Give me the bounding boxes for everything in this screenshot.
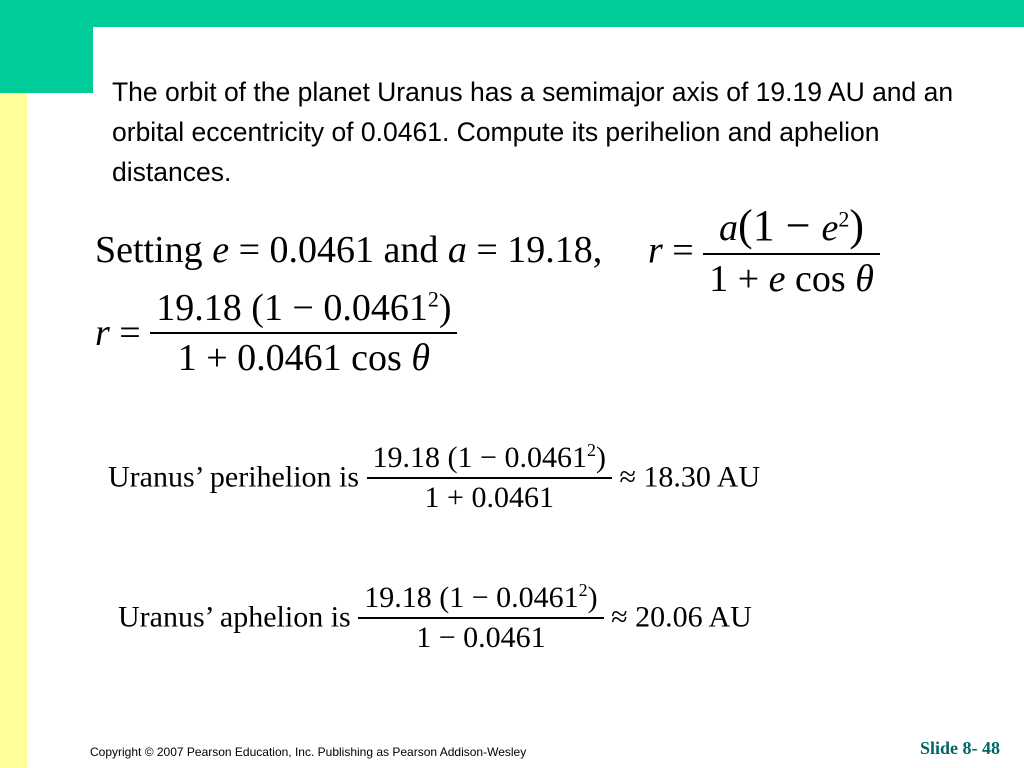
setting-line [95,228,602,272]
general-fraction [703,200,880,301]
aphelion-label: Uranus’ aphelion is [118,600,351,634]
top-color-band [0,0,1024,27]
problem-statement: The orbit of the planet Uranus has a semimajor axis of 19.19 AU and an orbital eccentricity of 0.0461. Compute its perihelion and aphelion distances. [112,77,954,187]
general-lhs: r [648,229,663,272]
setting-word: Setting [95,229,203,271]
aphelion-denominator: 1 − 0.0461 [416,621,546,654]
setting-eq2: = 19.18, [476,229,603,271]
perihelion-denominator: 1 + 0.0461 [424,481,554,514]
perihelion-numerator: 19.18 $(1 - 0.0461^2)$ [367,440,612,479]
general-denominator: 1 + e cos θ [709,258,874,300]
aphelion-line [118,580,752,655]
var-a: a [447,229,467,271]
setting-eq1: = 0.0461 and [238,229,439,271]
copyright-footer: Copyright © 2007 Pearson Education, Inc. Publishing as Pearson Addison-Wesley [90,745,527,759]
general-formula [648,200,880,301]
specific-fraction [150,286,457,380]
perihelion-fraction [367,440,612,515]
aphelion-fraction [358,580,603,655]
perihelion-label: Uranus’ perihelion is [108,460,360,494]
perihelion-result: ≈ 18.30 AU [619,460,761,494]
var-e: e [212,229,230,271]
aphelion-numerator: 19.18 $(1 - 0.0461^2)$ [358,580,603,619]
specific-eq: = [119,312,141,354]
left-color-band [0,0,27,768]
specific-formula [95,286,457,380]
aphelion-result: ≈ 20.06 AU [611,600,752,634]
general-eq: = [672,229,694,272]
specific-lhs: r [95,312,110,354]
specific-numerator: 19.18 $(1 - 0.0461^2)$ [150,286,457,334]
corner-block [0,0,93,93]
general-numerator: $a(1 - e^2)$ [703,200,880,255]
slide-number: Slide 8- 48 [919,738,1000,758]
perihelion-line [108,440,760,515]
specific-denominator: 1 + 0.0461 cos θ [177,337,430,379]
